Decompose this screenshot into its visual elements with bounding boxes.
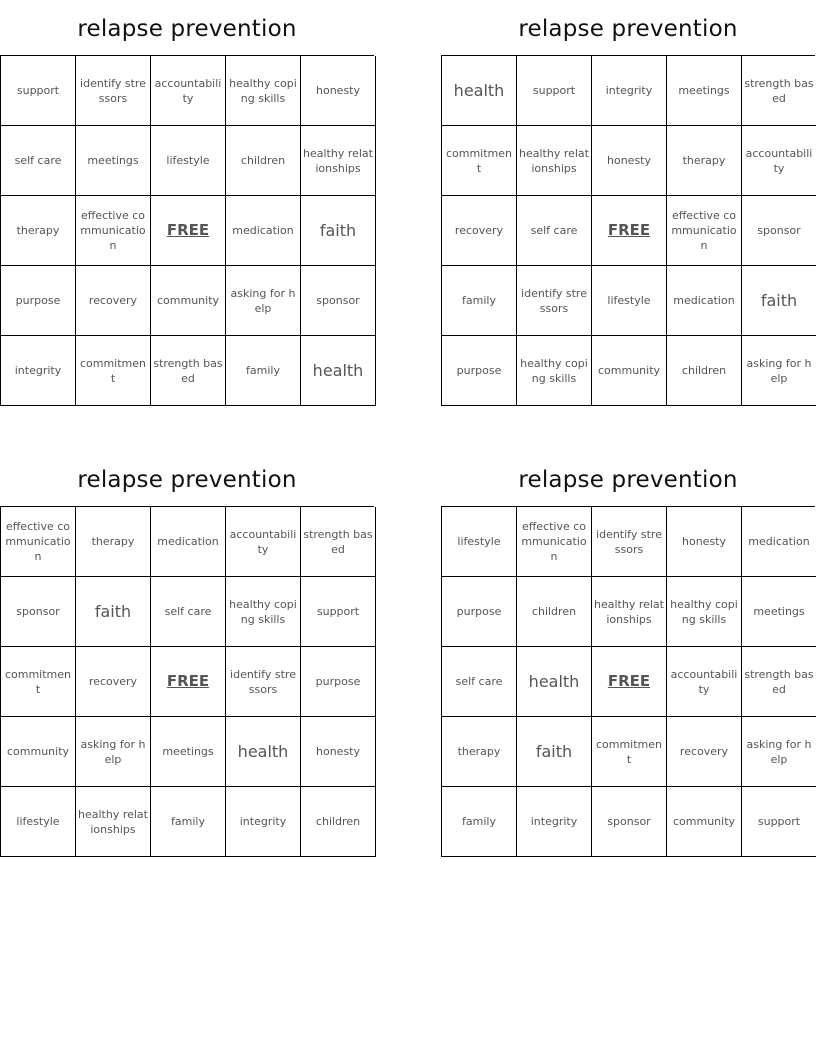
bingo-cell: children (226, 126, 301, 196)
bingo-cell: community (1, 717, 76, 787)
bingo-cell: strength based (742, 56, 816, 126)
bingo-cell: sponsor (592, 787, 667, 857)
bingo-card-4 (441, 451, 815, 857)
bingo-cell: recovery (667, 717, 742, 787)
card-title: relapse prevention (77, 467, 297, 493)
bingo-cell: medication (667, 266, 742, 336)
bingo-cell: honesty (301, 56, 376, 126)
card-title: relapse prevention (518, 16, 738, 42)
free-space: FREE (151, 196, 226, 266)
bingo-cell: support (742, 787, 816, 857)
bingo-cell: healthy relationships (76, 787, 151, 857)
bingo-cell: sponsor (1, 577, 76, 647)
card-title: relapse prevention (77, 16, 297, 42)
bingo-cell: identify stressors (226, 647, 301, 717)
bingo-cell: identify stressors (592, 507, 667, 577)
bingo-cell: self care (442, 647, 517, 717)
bingo-cell: community (151, 266, 226, 336)
bingo-cell: medication (742, 507, 816, 577)
bingo-cell: healthy coping skills (517, 336, 592, 406)
bingo-cell: asking for help (76, 717, 151, 787)
bingo-cell: health (226, 717, 301, 787)
bingo-cell: strength based (301, 507, 376, 577)
bingo-cell: asking for help (742, 717, 816, 787)
bingo-grid (441, 55, 815, 406)
bingo-cell: recovery (76, 647, 151, 717)
bingo-cell: effective communication (517, 507, 592, 577)
bingo-cell: support (1, 56, 76, 126)
bingo-cell: healthy relationships (592, 577, 667, 647)
bingo-cell: meetings (151, 717, 226, 787)
bingo-cell: health (442, 56, 517, 126)
bingo-cell: purpose (442, 577, 517, 647)
bingo-cell: faith (76, 577, 151, 647)
bingo-cell: medication (151, 507, 226, 577)
bingo-cell: children (667, 336, 742, 406)
bingo-grid (0, 506, 374, 857)
bingo-cell: integrity (517, 787, 592, 857)
bingo-cell: strength based (742, 647, 816, 717)
bingo-cell: integrity (226, 787, 301, 857)
bingo-cell: therapy (1, 196, 76, 266)
bingo-cell: honesty (301, 717, 376, 787)
bingo-cell: therapy (667, 126, 742, 196)
bingo-cell: meetings (667, 56, 742, 126)
bingo-cell: self care (1, 126, 76, 196)
bingo-cell: asking for help (226, 266, 301, 336)
bingo-cell: healthy coping skills (226, 56, 301, 126)
bingo-cell: lifestyle (442, 507, 517, 577)
bingo-cell: integrity (592, 56, 667, 126)
bingo-cell: identify stressors (76, 56, 151, 126)
bingo-cell: therapy (442, 717, 517, 787)
bingo-cell: family (442, 266, 517, 336)
bingo-cell: honesty (667, 507, 742, 577)
bingo-cell: family (226, 336, 301, 406)
bingo-card-1 (0, 0, 374, 406)
card-title: relapse prevention (518, 467, 738, 493)
bingo-cell: accountability (151, 56, 226, 126)
bingo-cell: purpose (442, 336, 517, 406)
bingo-cell: effective communication (76, 196, 151, 266)
bingo-cell: family (442, 787, 517, 857)
bingo-cell: self care (517, 196, 592, 266)
bingo-grid (0, 55, 374, 406)
bingo-cell: honesty (592, 126, 667, 196)
bingo-cell: health (301, 336, 376, 406)
bingo-cell: faith (517, 717, 592, 787)
bingo-cell: children (301, 787, 376, 857)
bingo-cell: accountability (667, 647, 742, 717)
bingo-cell: healthy coping skills (667, 577, 742, 647)
bingo-cell: identify stressors (517, 266, 592, 336)
bingo-cell: effective communication (667, 196, 742, 266)
bingo-card-2 (441, 0, 815, 406)
bingo-cell: recovery (76, 266, 151, 336)
bingo-cell: healthy relationships (517, 126, 592, 196)
bingo-cell: sponsor (301, 266, 376, 336)
free-space: FREE (592, 647, 667, 717)
bingo-cell: healthy relationships (301, 126, 376, 196)
bingo-cell: recovery (442, 196, 517, 266)
bingo-cell: integrity (1, 336, 76, 406)
bingo-cell: community (667, 787, 742, 857)
bingo-cell: meetings (742, 577, 816, 647)
bingo-cell: family (151, 787, 226, 857)
bingo-cell: lifestyle (1, 787, 76, 857)
free-space: FREE (592, 196, 667, 266)
bingo-cell: children (517, 577, 592, 647)
bingo-card-3 (0, 451, 374, 857)
bingo-cell: commitment (592, 717, 667, 787)
bingo-cell: effective communication (1, 507, 76, 577)
bingo-cell: medication (226, 196, 301, 266)
bingo-cell: lifestyle (592, 266, 667, 336)
bingo-cell: accountability (226, 507, 301, 577)
bingo-cell: faith (742, 266, 816, 336)
bingo-cell: therapy (76, 507, 151, 577)
bingo-cell: community (592, 336, 667, 406)
bingo-cell: health (517, 647, 592, 717)
bingo-cell: healthy coping skills (226, 577, 301, 647)
bingo-cell: sponsor (742, 196, 816, 266)
bingo-cell: self care (151, 577, 226, 647)
free-space: FREE (151, 647, 226, 717)
bingo-cell: lifestyle (151, 126, 226, 196)
bingo-cell: purpose (301, 647, 376, 717)
bingo-cell: accountability (742, 126, 816, 196)
bingo-cell: asking for help (742, 336, 816, 406)
bingo-grid (441, 506, 815, 857)
bingo-cell: faith (301, 196, 376, 266)
bingo-cell: meetings (76, 126, 151, 196)
bingo-cell: commitment (76, 336, 151, 406)
bingo-cell: purpose (1, 266, 76, 336)
bingo-cell: support (301, 577, 376, 647)
bingo-cell: commitment (442, 126, 517, 196)
bingo-cell: commitment (1, 647, 76, 717)
bingo-cell: support (517, 56, 592, 126)
bingo-cell: strength based (151, 336, 226, 406)
